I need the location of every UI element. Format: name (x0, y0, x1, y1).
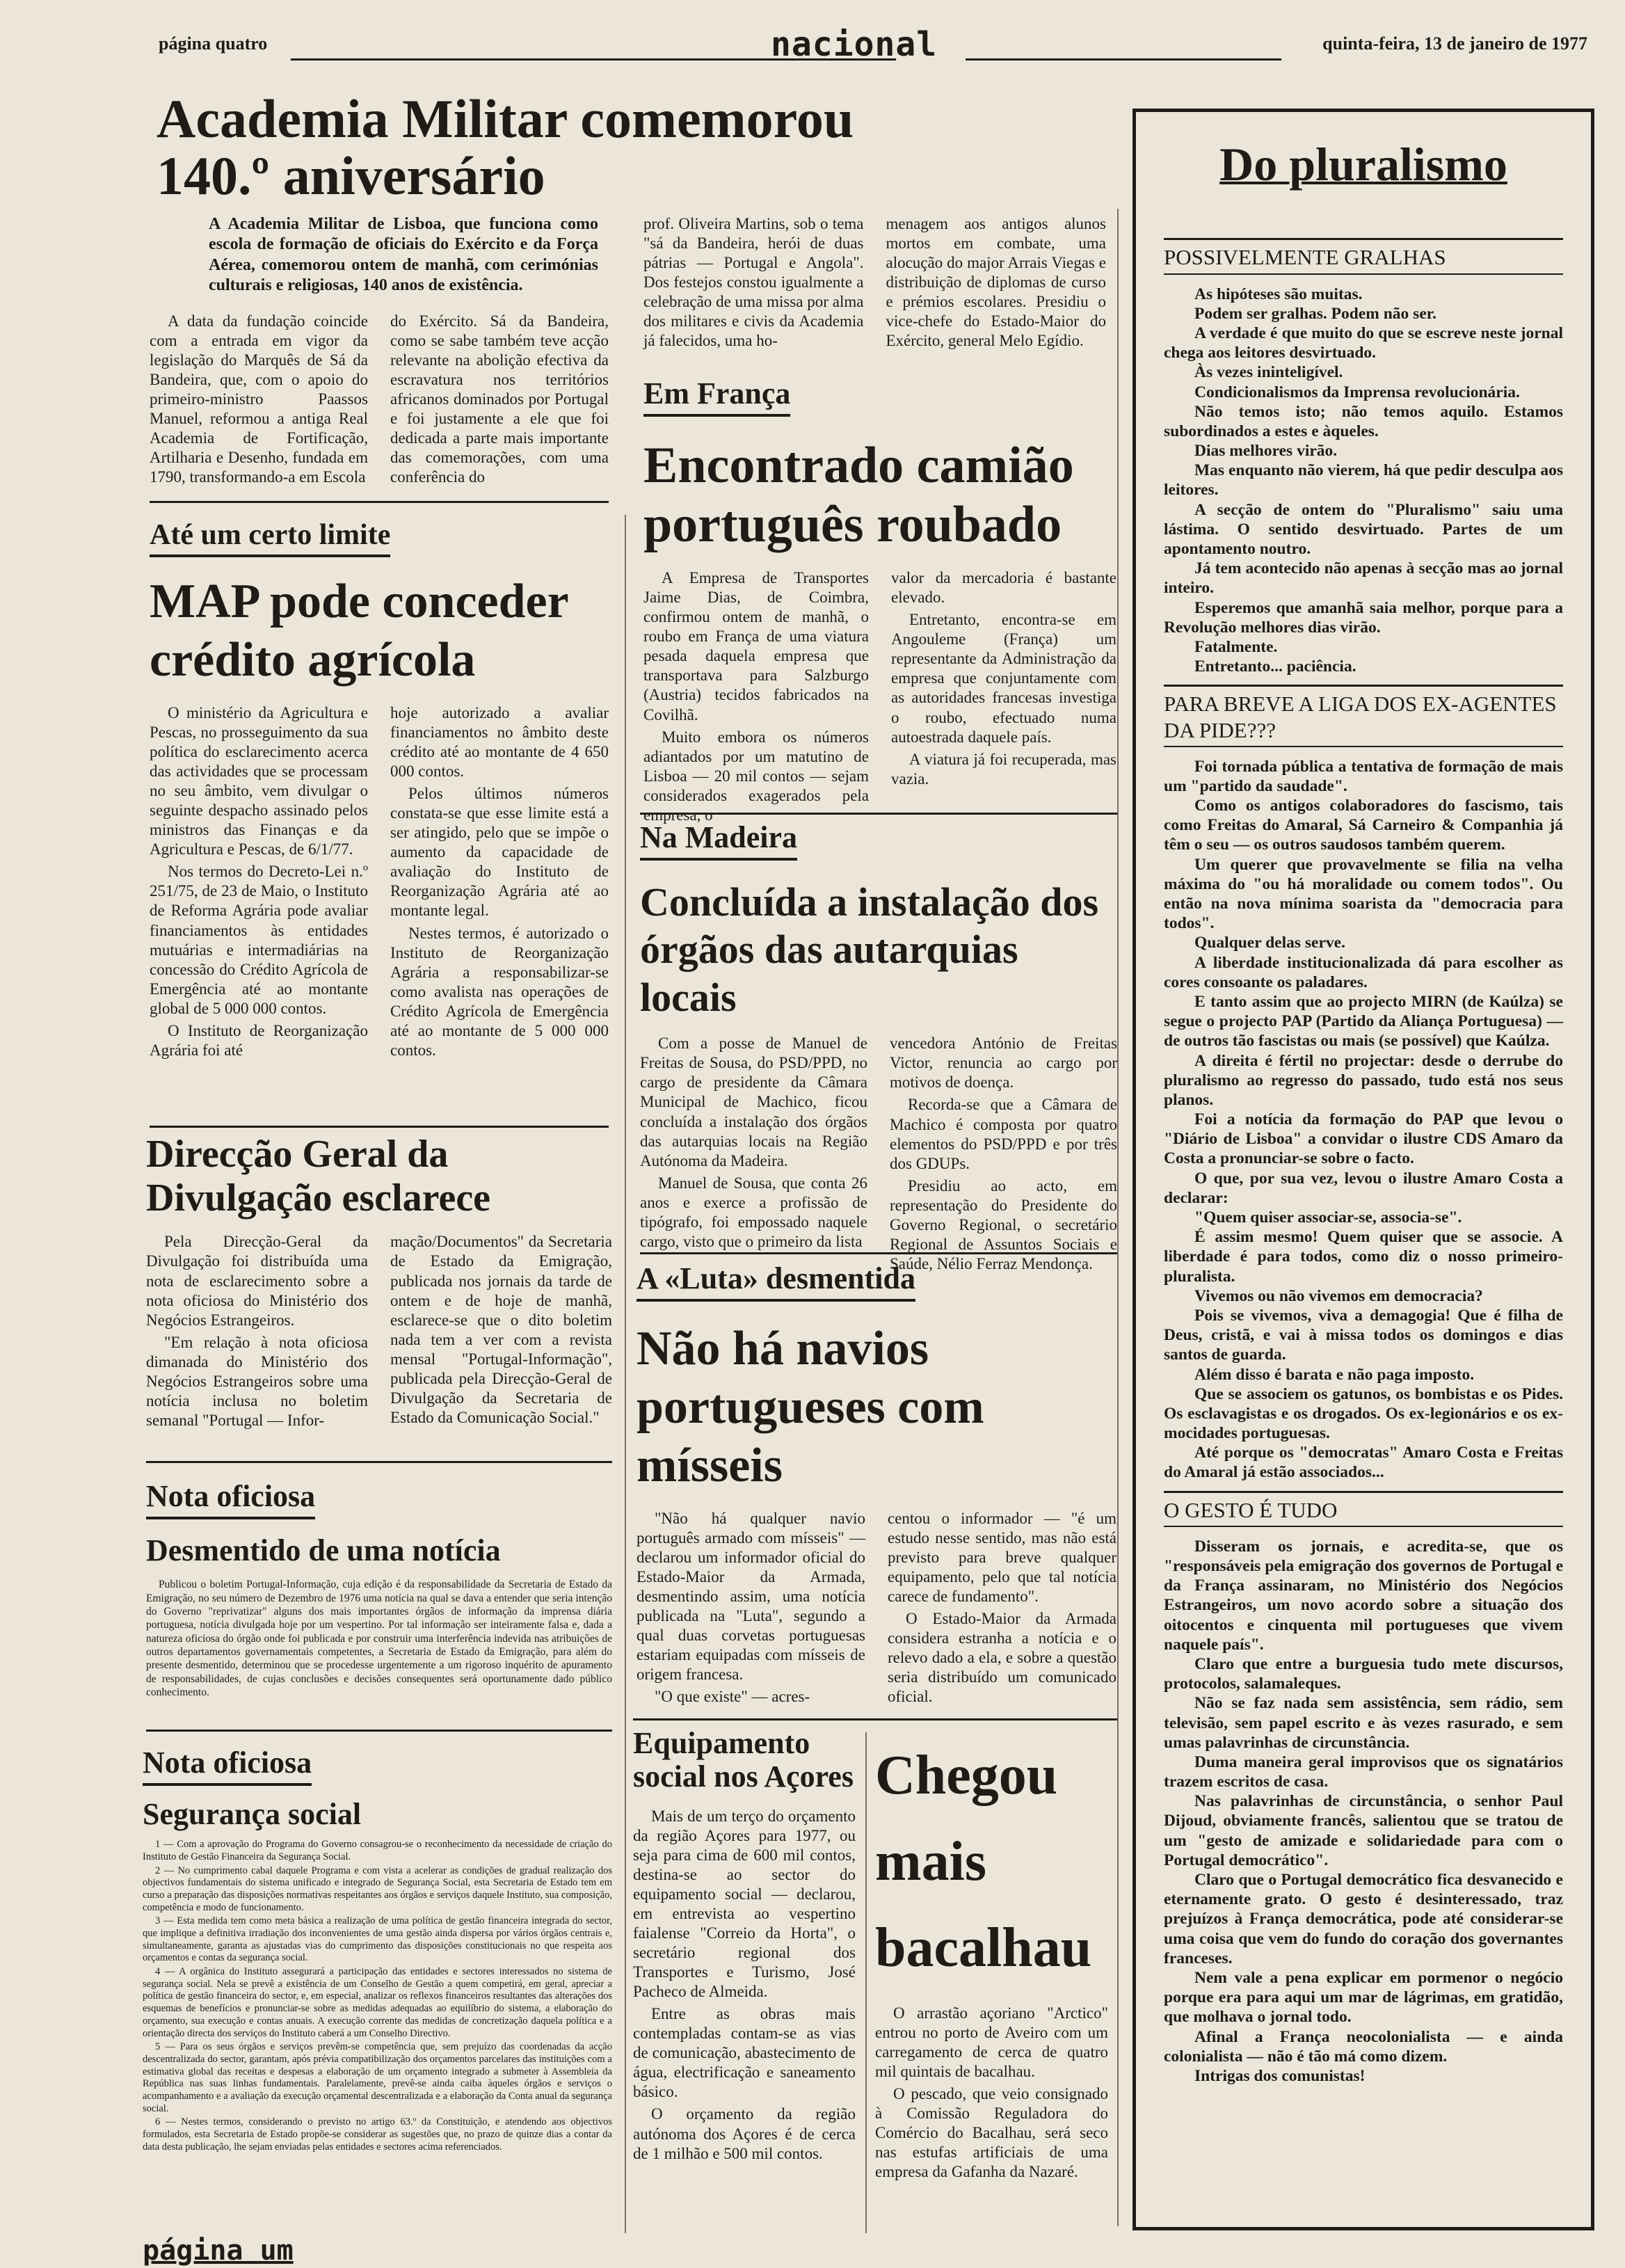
paragraph: Até porque os "democratas" Amaro Costa e Freitas do Amaral já estão associados... (1164, 1444, 1563, 1482)
paragraph: Qualquer delas serve. (1194, 934, 1345, 952)
paragraph: Claro que entre a burguesia tudo mete discursos, protocolos, salamaleques. (1164, 1654, 1563, 1693)
list-item: 5 — Para os seus órgãos e serviços prevêm-se competência que, sem prejuízo das coordenadas da acção descentralizada do sector, garantam, após prévia compatibilização dos orçamentos parcelares das instituições com a estimativa global das receitas e despesas a elaboração de um orçamento integrado a submeter à Assembleia da República nas suas linhas fundamentais. Paralelamente, prevê-se ainda caiba àqueles órgãos e serviços o acompanhamento e a avaliação da execução orçamental descentralizada e a elaboração da Conta anual da segurança social. (143, 2041, 612, 2114)
nota2-body (143, 1839, 612, 2153)
article-map (150, 518, 609, 1063)
map-col2 (390, 703, 609, 1063)
article-direccao (146, 1133, 612, 1433)
paragraph: mação/Documentos" da Secretaria de Estado da Emigração, publicada nos jornais da tarde de ontem e de hoje de manhã, esclarece-se que o dito boletim nada tem a ver com a revista mensal "Portugal-Informação", publicada pela Direcção-Geral de Divulgação da Secretaria de Estado da Comunicação Social." (390, 1233, 612, 1426)
paragraph: Intrigas dos comunistas! (1194, 2066, 1366, 2085)
paragraph: Claro que o Portugal democrático fica desvanecido e eternamente grato. O gesto é desinteressado, traz prejuízos à França democrática, pode até considerar-se uma coisa que vem do fundo do coração dos governantes franceses. (1164, 1871, 1563, 1967)
masthead (159, 25, 1587, 67)
paragraph: Podem ser gralhas. Podem não ser. (1194, 304, 1436, 323)
paragraph: Entretanto... paciência. (1194, 657, 1356, 676)
paragraph: Como os antigos colaboradores do fascismo, tais como Freitas do Amaral, Sá Carneiro & Companhia já têm o seu — os outros saudosos também querem. (1164, 797, 1563, 854)
paragraph: O que, por sua vez, levou o ilustre Amaro Costa a declarar: (1164, 1169, 1563, 1207)
section-heading: O GESTO É TUDO (1164, 1491, 1563, 1527)
paragraph: As hipóteses são muitas. (1194, 285, 1363, 303)
map-col1 (150, 703, 368, 1063)
paragraph: Nos termos do Decreto-Lei n.º 251/75, de 23 de Maio, o Instituto de Reforma Agrária pode avaliar financiamentos às entidades mutuárias e intermadiárias na concessão do Crédito Agrícola de Emergência até ao montante global de 5 000 000 contos. (150, 863, 368, 1017)
paragraph: centou o informador — "é um estudo nesse sentido, mas não está previsto para breve qualquer equipamento, pelo que tal notícia carece de fundamento". (888, 1510, 1116, 1606)
paragraph: Disseram os jornais, e acredita-se, que os "responsáveis pela emigração dos governos de Portugal e da França assinaram, no Ministério dos Negócios Estrangeiros, um novo acordo sobre a situação dos oitocentos e cinquenta mil portugueses que vivem naquele país". (1164, 1537, 1563, 1654)
headline-franca: Encontrado camião português roubado (643, 437, 1074, 554)
divider (150, 1126, 609, 1128)
article-bacalhau (875, 1732, 1108, 2185)
divider (633, 1718, 1117, 1720)
headline-luta: Não há navios portugueses com mísseis (637, 1322, 984, 1492)
divider (146, 1461, 612, 1463)
paragraph: Muito embora os números adiantados por um matutino de Lisboa — 20 mil contos — sejam considerados exagerados pela empresa, o (643, 728, 869, 824)
issue-date: quinta-feira, 13 de janeiro de 1977 (1322, 33, 1587, 54)
paragraph: Afinal a França neocolonialista — e ainda colonialista — não é tão má como dizem. (1164, 2027, 1563, 2066)
paragraph: Presidiu ao acto, em representação do Presidente do Governo Regional, o secretário Regional de Assuntos Sociais e Saúde, Nélio Ferraz Mendonça. (890, 1176, 1117, 1272)
headline-pluralismo: Do pluralismo (1219, 138, 1507, 191)
paragraph: Publicou o boletim Portugal-Informação, cuja edição é da responsabilidade da Secretaria de Estado da Emigração, no seu número de Dezembro de 1976 uma notícia na qual se dava a entender que seria intenção do Governo "reprivatizar" alguns dos mais importantes órgãos de informação da imprensa diária portuguesa, notícia divulgada hoje por um vespertino. Por tal informação ser inteiramente falsa e, dada a natureza oficiosa do órgão onde foi publicada e por construir uma interferência indevida nas atribuições de outros departamentos governamentais competentes, a Secretaria de Estado da Emigração, para além do presente desmentido, determinou que se procedesse urgentemente a um rigoroso inquérito de apuramento de responsabilidades, de cujas conclusões e decisões consequentes será oportunamente dado público conhecimento. (146, 1579, 612, 1699)
direccao-col2 (390, 1232, 612, 1432)
divider (146, 1730, 612, 1732)
list-item: 3 — Esta medida tem como meta básica a realização de uma política de gestão financeira integrada do sector, que implique a definitiva irradiação dos inconvenientes de uma gestão ainda dispersa por vários órgãos centrais e, simultaneamente, garanta as ajustadas vias do cumprimento das disposições constitucionais no que respeita aos orçamentos e contas da segurança social. (143, 1915, 612, 1964)
academia-col4: menagem aos antigos alunos mortos em combate, uma alocução do major Arrais Viegas e distribuição de diplomas de curso e prémios escolares. Presidiu o vice-chefe do Estado-Maior do Exército, general Melo Egídio. (886, 215, 1106, 350)
acores-body (633, 1807, 856, 2164)
paragraph: Nas palavrinhas de circunstância, o senhor Paul Dijoud, obviamente francês, salientou que se tratou de um "gesto de amizade e solidariedade para com o Portugal democrático". (1164, 1792, 1563, 1869)
list-item: 6 — Nestes termos, considerando o previsto no artigo 63.º da Constituição, e atendendo aos objectivos formulados, esta Secretaria de Estado propõe-se considerar as sugestões que, no prazo de quinze dias a contar da data desta publicação, lhe sejam enviadas pelas entidades e sectores acima referenciados. (143, 2116, 612, 2153)
paragraph: Nem vale a pena explicar em pormenor o negócio porque era para aqui um mar de lágrimas, em gratidão, que molhava o jornal todo. (1164, 1968, 1563, 2027)
headline-madeira: Concluída a instalação dos órgãos das autarquias locais (640, 879, 1099, 1020)
paragraph: O arrastão açoriano "Arctico" entrou no porto de Aveiro com um carregamento de cerca de quatro mil quintais de bacalhau. (875, 2004, 1108, 2081)
paragraph: Que se associem os gatunos, os bombistas e os Pides. Os esclavagistas e os drogados. Os ex-legionários e os ex-mocidades portuguesas. (1164, 1384, 1563, 1443)
column-separator (865, 1732, 867, 2233)
paragraph: Não se faz nada sem assistência, sem rádio, sem televisão, sem papel escrito e às vezes rasurado, e sem umas palavrinhas de circunstância. (1164, 1694, 1563, 1752)
paragraph: "O que existe" — acres- (655, 1688, 810, 1706)
paragraph: O pescado, que veio consignado à Comissão Reguladora do Comércio do Bacalhau, será seco nas estufas artificiais de uma empresa da Gafanha da Nazaré. (875, 2085, 1108, 2181)
paragraph: A liberdade institucionalizada dá para escolher as cores consoante os paladares. (1164, 953, 1563, 991)
paragraph: Pois se vivemos, viva a demagogia! Que é filha de Deus, cristã, e vai à missa todos os domingos e dias santos de guarda. (1164, 1306, 1563, 1364)
paragraph: hoje autorizado a avaliar financiamentos no âmbito deste crédito até ao montante de 4 650 000 contos. (390, 704, 609, 781)
franca-col1 (643, 568, 869, 828)
paragraph: E tanto assim que ao projecto MIRN (de Kaúlza) se segue o projecto PAP (Partido da Aliança Portuguesa) — de outros tão fascistas ou mais (se possível) que Kaúlza. (1164, 992, 1563, 1051)
paragraph: Recorda-se que a Câmara de Machico é composta por quatro elementos do PSD/PPD e por três dos GDUPs. (890, 1096, 1117, 1172)
paragraph: Entre as obras mais contempladas contam-se as vias de comunicação, abastecimento de água, electrificação e saneamento básico. (633, 2005, 856, 2101)
paragraph: Pela Direcção-Geral da Divulgação foi distribuída uma nota de esclarecimento sobre a nota oficiosa do Ministério dos Negócios Estrangeiros. (146, 1233, 368, 1329)
section-body (1164, 757, 1563, 1483)
paragraph: A Empresa de Transportes Jaime Dias, de Coimbra, confirmou ontem de manhã, o roubo em França de uma viatura pesada daquela empresa que transportava para Salzburgo (Austria) tecidos fabricados na Covilhã. (643, 569, 869, 724)
section-body (1164, 1537, 1563, 2086)
article-nota-seguranca (143, 1745, 612, 2155)
paragraph: Dias melhores virão. (1194, 442, 1338, 461)
paragraph: O Estado-Maior da Armada considera estranha a notícia e o relevo dado a ela, e sobre a questão seria distribuído um comunicado oficial. (888, 1610, 1116, 1706)
paragraph: Nestes termos, é autorizado o Instituto de Reorganização Agrária a responsabilizar-se como avalista nas operações de Crédito Agrícola de Emergência até ao montante de 5 000 000 contos. (390, 924, 609, 1059)
paragraph: Duma maneira geral improvisos que os signatários trazem escritos de casa. (1164, 1752, 1563, 1791)
paragraph: Já tem acontecido não apenas à secção mas ao jornal inteiro. (1164, 559, 1563, 598)
article-madeira (640, 820, 1117, 1277)
pluralismo-box (1132, 109, 1594, 2230)
kicker-franca: Em França (643, 376, 790, 417)
divider (640, 1252, 1117, 1254)
article-academia (157, 90, 1116, 205)
paragraph: Mais de um terço do orçamento da região Açores para 1977, ou seja para cima de 600 mil contos, destina-se ao sector do equipamento social — declarou, em entrevista ao vespertino faialense "Correio da Horta", o secretário regional dos Transportes e Turismo, José Pacheco de Almeida. (633, 1807, 856, 2001)
masthead-rule-right (966, 58, 1281, 61)
franca-col2 (891, 568, 1116, 828)
paragraph: valor da mercadoria é bastante elevado. (891, 569, 1116, 607)
paragraph: A secção de ontem do "Pluralismo" saiu uma lástima. O sentido desvirtuado. Partes de um apontamento noutro. (1164, 500, 1563, 559)
paragraph: A direita é fértil no projectar: desde o derrube do pluralismo ao regresso do passado, tudo está nos seus planos. (1164, 1051, 1563, 1109)
section-body (1164, 285, 1563, 677)
paragraph: Não temos isto; não temos aquilo. Estamos subordinados a estes e àqueles. (1164, 402, 1563, 440)
paragraph: O orçamento da região autónoma dos Açores é de cerca de 1 milhão e 500 mil contos. (633, 2105, 856, 2162)
paragraph: vencedora António de Freitas Victor, renuncia ao cargo por motivos de doença. (890, 1035, 1117, 1092)
divider (640, 813, 1117, 815)
divider (150, 501, 609, 503)
paragraph: "Não há qualquer navio português armado com mísseis" — declarou um informador oficial do Estado-Maior da Armada, desmentindo assim, uma notícia publicada na "Luta", segundo a qual duas corvetas portuguesas estariam equipadas com mísseis de origem francesa. (637, 1510, 865, 1684)
lead-academia (209, 214, 598, 296)
paragraph: Fatalmente. (1194, 637, 1278, 656)
section-heading: POSSIVELMENTE GRALHAS (1164, 238, 1563, 274)
section-heading: PARA BREVE A LIGA DOS EX-AGENTES DA PIDE??? (1164, 685, 1563, 746)
paragraph: Manuel de Sousa, que conta 26 anos e exerce a profissão de tipógrafo, foi empossado naquele cargo, visto que o primeiro da lista (640, 1174, 867, 1250)
paragraph: O Instituto de Reorganização Agrária foi até (150, 1021, 368, 1059)
academia-col3: prof. Oliveira Martins, sob o tema "sá da Bandeira, herói de duas pátrias — Portugal e Angola". Dos festejos constou igualmente a celebração de uma missa por alma dos militares e civis da Academia já falecidos, uma ho- (643, 215, 864, 350)
kicker-madeira: Na Madeira (640, 820, 797, 861)
headline-acores: Equipamento social nos Açores (633, 1726, 854, 1794)
kicker-nota1: Nota oficiosa (146, 1478, 315, 1519)
article-nota-desmentido (146, 1478, 612, 1701)
lead-text: A Academia Militar de Lisboa, que funciona como escola de formação de oficiais do Exército e da Força Aérea, comemorou ontem de manhã, com cerimónias culturais e religiosas, 140 anos de existência. (209, 215, 598, 294)
academia-col2: do Exército. Sá da Bandeira, como se sabe também teve acção relevante na abolição efectiva da escravatura nos territórios africanos dominados por Portugal e foi justamente a ele que foi dedicada a parte mais importante das comemorações, com uma conferência do (390, 312, 609, 486)
page-label: página quatro (159, 33, 268, 54)
luta-col2 (888, 1509, 1116, 1709)
list-item: 1 — Com a aprovação do Programa do Governo consagrou-se o reconhecimento da necessidade de criação do Instituto de Gestão Financeira da Segurança Social. (143, 1839, 612, 1862)
madeira-col2 (890, 1034, 1117, 1277)
article-franca (643, 376, 1116, 828)
column-separator (1117, 209, 1119, 2226)
headline-direccao: Direcção Geral da Divulgação esclarece (146, 1133, 491, 1220)
paragraph: Com a posse de Manuel de Freitas de Sousa, do PSD/PPD, no cargo de presidente da Câmara Municipal de Machico, ficou concluída a instalação dos órgãos das autarquias locais na Região Autónoma da Madeira. (640, 1035, 867, 1169)
paragraph: É assim mesmo! Quem quiser que se associe. A liberdade é para todos, como diz o nosso primeiro-pluralista. (1164, 1228, 1563, 1286)
headline-map: MAP pode conceder crédito agrícola (150, 575, 568, 687)
academia-cols-left (150, 312, 609, 490)
headline-nota2: Segurança social (143, 1797, 362, 1831)
paragraph: Pelos últimos números constata-se que esse limite está a ser atingido, pelo que se impõe o aumento da capacidade de avaliação do Instituto de Reorganização Agrária até ao montante legal. (390, 785, 609, 920)
madeira-col1 (640, 1034, 867, 1277)
section-title: nacional (771, 25, 938, 64)
article-acores (633, 1727, 856, 2166)
paragraph: O ministério da Agricultura e Pescas, no prosseguimento da sua política do esclarecimento acerca das actividades que se processam no seu âmbito, vem divulgar o seguinte despacho assinado pelos ministros das Finanças e da Agricultura e Pescas, de 6/1/77. (150, 704, 368, 859)
paragraph: Entretanto, encontra-se em Angouleme (França) um representante da Administração da empresa que conjuntamente com as autoridades francesas investiga o roubo, efectuado numa autoestrada daquele país. (891, 611, 1116, 746)
paragraph: A verdade é que muito do que se escreve neste jornal chega aos leitores desvirtuado. (1164, 324, 1563, 362)
paragraph: Mas enquanto não vierem, há que pedir desculpa aos leitores. (1164, 461, 1563, 500)
paragraph: Foi a notícia da formação do PAP que levou o "Diário de Lisboa" a convidar o ilustre CDS Amaro da Costa a pronunciar-se sobre o facto. (1164, 1110, 1563, 1168)
paragraph: Um querer que provavelmente se filia na velha máxima do "ou há moralidade ou comem todos". Ou então na nova mínima soarista da "democracia para todos". (1164, 855, 1563, 933)
paragraph: Foi tornada pública a tentativa de formação de mais um "partido da saudade". (1164, 757, 1563, 795)
academia-cols-right (643, 214, 1106, 353)
list-item: 2 — No cumprimento cabal daquele Programa e com vista a acelerar as condições de gradual realização dos objectivos fundamentais do sistema unificado e integrado de Segurança Social, esta Secretaria de Estado tem em curso a preparação das disposições normativas respeitantes aos órgãos e serviços daquele Instituto, sua composição, competência e modo de funcionamento. (143, 1864, 612, 1913)
kicker-luta: A «Luta» desmentida (637, 1261, 915, 1302)
bacalhau-body (875, 2004, 1108, 2182)
list-item: 4 — A orgânica do Instituto assegurará a participação das entidades e sectores interessados no sistema de segurança social. Nela se prevê a existência de um Conselho de Gestão a quem competirá, em geral, apreciar a política de gestão financeira do sector, e, em especial, analizar os reflexos financeiros resultantes das alterações dos esquemas de benefícios e pronunciar-se sobre as medidas adequadas ao equilíbrio do sistema, a elaboração do orçamento, sua execução e contas anuais. A execução corrente das medidas de concretização daquela política e a orientação directa dos serviços do Instituto caberá a um Conselho Directivo. (143, 1966, 612, 2039)
luta-col1 (637, 1509, 865, 1709)
paragraph: Condicionalismos da Imprensa revolucionária. (1194, 383, 1520, 401)
headline-academia: Academia Militar comemorou 140.º aniversário (157, 88, 854, 206)
academia-col1: A data da fundação coincide com a entrada em vigor da legislação do Marquês de Sá da Bandeira, que, com o apoio do primeiro-ministro Paassos Manuel, reformou a antiga Real Academia de Fortificação, Artilharia e Desenho, fundada em 1790, transformando-a em Escola (150, 312, 368, 486)
paragraph: Vivemos ou não vivemos em democracia? (1194, 1286, 1483, 1305)
paragraph: "Em relação à nota oficiosa dimanada do Ministério dos Negócios Estrangeiros sobre uma notícia inclusa no boletim semanal "Portugal — Infor- (146, 1333, 368, 1429)
paragraph: Além disso é barata e não paga imposto. (1194, 1365, 1475, 1384)
article-luta (637, 1261, 1116, 1709)
paragraph: Às vezes ininteligível. (1194, 363, 1343, 382)
direccao-col1 (146, 1232, 368, 1432)
paragraph: Esperemos que amanhã saia melhor, porque para a Revolução melhores dias virão. (1164, 598, 1563, 637)
nota1-body (146, 1578, 612, 1699)
kicker-map: Até um certo limite (150, 518, 390, 557)
kicker-nota2: Nota oficiosa (143, 1745, 312, 1786)
paragraph: "Quem quiser associar-se, associa-se". (1194, 1208, 1462, 1227)
column-separator (625, 515, 626, 2233)
paragraph: A viatura já foi recuperada, mas vazia. (891, 750, 1116, 788)
headline-nota1: Desmentido de uma notícia (146, 1533, 501, 1567)
headline-bacalhau: Chegou mais bacalhau (875, 1745, 1092, 1979)
page-footer-label: página um (143, 2235, 294, 2267)
